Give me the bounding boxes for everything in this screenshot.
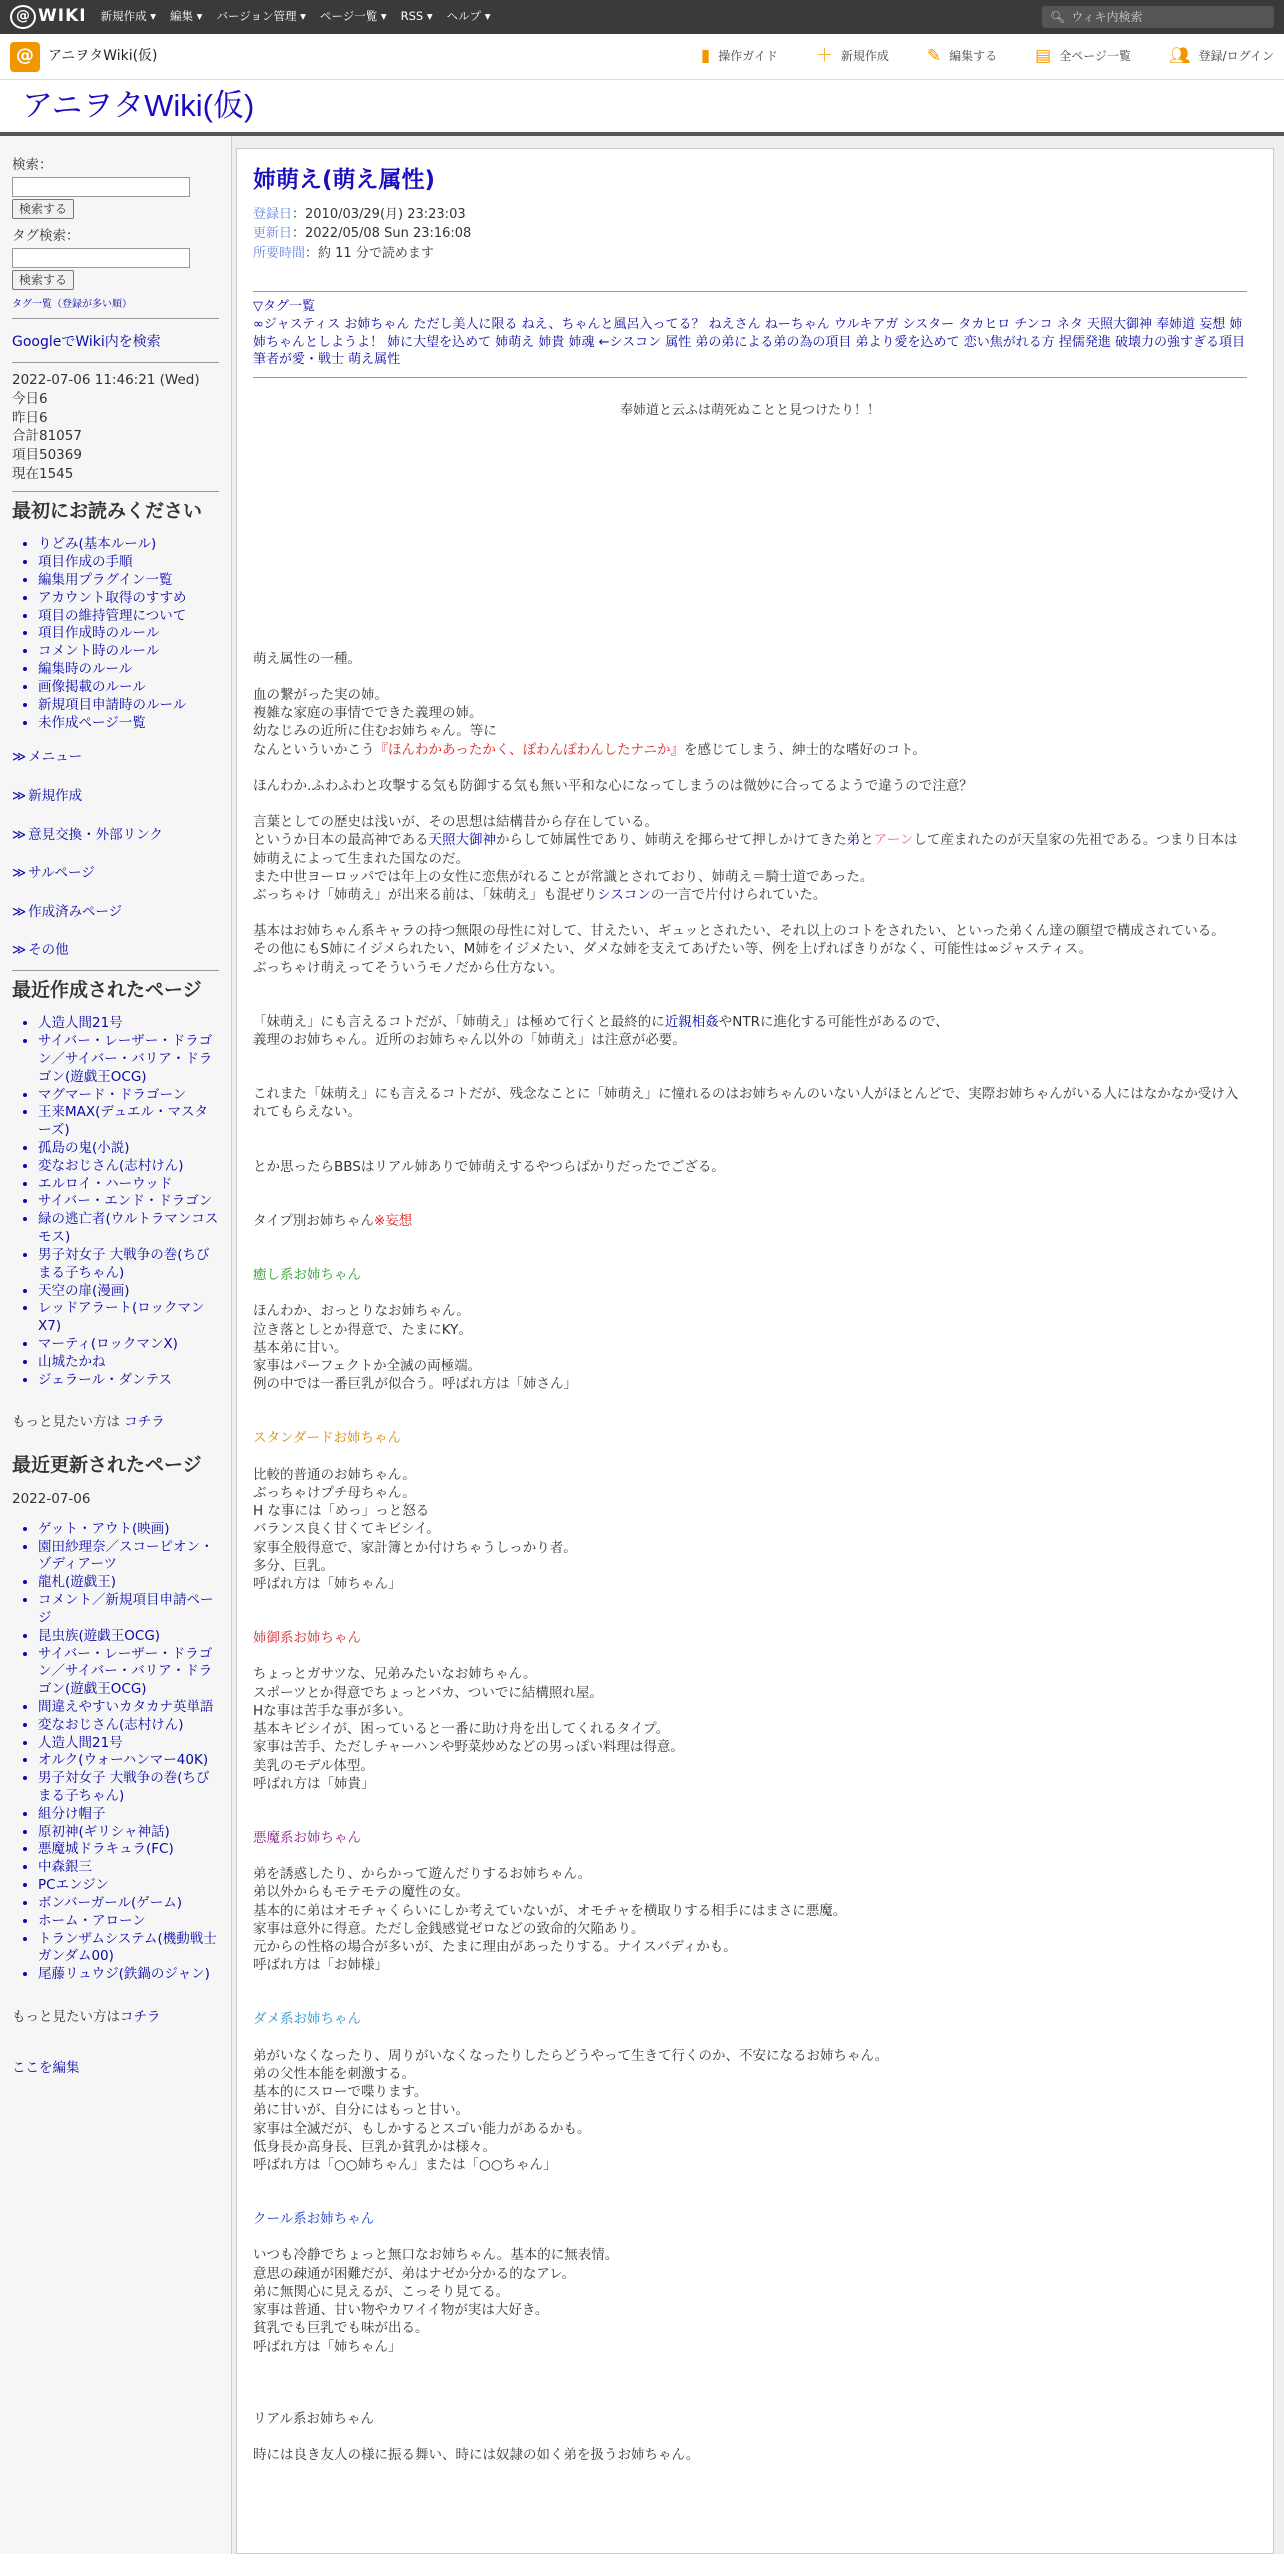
header-actions — [701, 45, 1274, 68]
list-item[interactable]: • 編集時のルール — [38, 661, 219, 679]
paragraph: なんといういかこう『ほんわかあったかく、ぽわんぽわんしたナニか』を感じてしまう、紳士的な嗜好のコト。 — [253, 741, 926, 758]
list-item[interactable]: • 変なおじさん(志村けん) — [38, 1717, 219, 1735]
paragraph: Hな事は苦手な事が多い。 — [253, 1702, 412, 1719]
paragraph: 義理のお姉ちゃん。近所のお姉ちゃん以外の「姉萌え」は注意が必要。 — [253, 1032, 686, 1049]
updated-date: ：2022/05/08 Sun 23:16:08 — [292, 226, 472, 242]
paragraph: 貧乳でも巨乳でも味が出る。 — [253, 2320, 429, 2337]
paragraph: 低身長か高身長、巨乳か貧乳かは様々。 — [253, 2138, 496, 2155]
paragraph: 弟がいなくなったり、周りがいなくなったりしたらどうやって生きて行くのか、不安になるお姉ちゃん。 — [253, 2047, 889, 2064]
list-item[interactable]: • コメント時のルール — [38, 643, 219, 661]
paragraph: 家事は全滅だが、もしかするとスゴい能力があるかも。 — [253, 2120, 591, 2137]
list-item[interactable]: • サイバー・エンド・ドラゴン — [38, 1193, 219, 1211]
paragraph: 泣き落としとか得意で、たまにKY。 — [253, 1321, 472, 1338]
search-label: 検索： — [12, 157, 53, 173]
paragraph: ぶっちゃけ萌えってそういうモノだから仕方ない。 — [253, 959, 564, 976]
paragraph: 基本的に弟はオモチャくらいにしか考えていないが、オモチャを横取りする相手にはまさに悪魔。 — [253, 1902, 847, 1919]
list-item[interactable]: • 編集用プラグイン一覧 — [38, 572, 219, 590]
list-item[interactable]: • 昆虫族(遊戯王OCG) — [38, 1628, 219, 1646]
list-item[interactable]: • りどみ(基本ルール) — [38, 536, 219, 554]
paragraph: 家事はパーフェクトか全滅の両極端。 — [253, 1358, 482, 1374]
access-stats — [12, 371, 219, 483]
guide-button[interactable]: ▮ 操作ガイド — [701, 45, 778, 68]
paragraph: 呼ばれ方は「○○姉ちゃん」または「○○ちゃん」 — [253, 2157, 557, 2173]
article-body — [253, 650, 1247, 2464]
fold-created[interactable]: ≫ 作成済みページ — [12, 903, 123, 920]
page-meta — [253, 205, 1247, 264]
menu-edit[interactable]: 編集 ▾ — [170, 9, 203, 24]
site-header — [0, 34, 1284, 80]
menu-version[interactable]: バージョン管理 ▾ — [216, 9, 306, 24]
paragraph: ちょっとガサツな、兄弟みたいなお姉ちゃん。 — [253, 1666, 537, 1683]
list-item[interactable]: • 画像掲載のルール — [38, 679, 219, 697]
paragraph: 言葉としての歴史は浅いが、その思想は結構昔から存在している。 — [253, 814, 658, 831]
paragraph: 複雑な家庭の事情でできた義理の姉。 — [253, 705, 483, 722]
login-button[interactable]: 👥︎ 登録/ログイン — [1169, 45, 1274, 68]
registered-label: 登録日 — [253, 206, 293, 222]
double-chevron-icon: ≫ — [12, 749, 27, 766]
pencil-icon: ✎ — [926, 45, 942, 66]
sidebar-search-button[interactable]: 検索する — [12, 199, 74, 220]
tag-box — [253, 291, 1247, 378]
list-item[interactable]: • マーティ(ロックマンX) — [38, 1336, 219, 1354]
paragraph: 呼ばれ方は「姉ちゃん」 — [253, 1575, 402, 1592]
stat-today: 今日6 — [12, 391, 48, 408]
list-item[interactable]: • 項目の維持管理について — [38, 608, 219, 626]
list-item[interactable]: • 天空の扉(漫画) — [38, 1283, 219, 1301]
list-item[interactable]: • ジェラール・ダンテス — [38, 1372, 219, 1390]
paragraph: 弟に甘いが、自分にはもっと甘い。 — [253, 2102, 469, 2119]
wiki-search-input[interactable]: 🔍︎ ウィキ内検索 — [1042, 6, 1274, 28]
paragraph: 美乳のモデル体型。 — [253, 1757, 374, 1774]
first-read-heading: 最初にお読みください — [12, 500, 203, 523]
site-icon[interactable]: @ — [10, 42, 40, 72]
list-item[interactable]: • 悪魔城ドラキュラ(FC) — [38, 1841, 219, 1859]
more-updated: もっと見たい方はコチラ — [12, 2008, 161, 2025]
at-logo-icon: @ — [10, 5, 36, 29]
list-item[interactable]: • 未作成ページ一覧 — [38, 715, 219, 733]
paragraph: 血の繋がった実の姉。 — [253, 686, 388, 703]
more-created-link[interactable]: コチラ — [124, 1414, 165, 1431]
page-title[interactable]: 姉萌え(萌え属性) — [253, 167, 436, 193]
registered-date: ：2010/03/29(月) 23:23:03 — [292, 206, 466, 222]
type-heading: ダメ系お姉ちゃん — [253, 2011, 361, 2028]
paragraph: 呼ばれ方は「姉貴」 — [253, 1775, 375, 1792]
list-item[interactable]: • 山城たかね — [38, 1354, 219, 1372]
document-icon: ▤ — [1035, 45, 1052, 66]
paragraph: とか思ったらBBSはリアル姉ありで姉萌えするやつらばかりだったでござる。 — [253, 1158, 725, 1175]
tag-toggle[interactable]: ▽タグ一覧 — [253, 299, 315, 315]
double-chevron-icon: ≫ — [12, 826, 27, 843]
menu-new[interactable]: 新規作成 ▾ — [100, 9, 157, 24]
list-item[interactable]: • 人造人間21号 — [38, 1015, 219, 1033]
paragraph: 「妹萌え」にも言えるコトだが、「姉萌え」は極めて行くと最終的に近親相姦やNTRに進化する可能性があるので、 — [253, 1013, 949, 1030]
list-item[interactable]: • 緑の逃亡者(ウルトラマンコスモス) — [38, 1211, 219, 1247]
quote: 奉姉道と云ふは萌死ぬことと見つけたり！！ — [619, 402, 880, 418]
paragraph: 基本的にスローで喋ります。 — [253, 2084, 428, 2101]
user-add-icon: 👥︎ — [1168, 45, 1191, 66]
type-heading: 癒し系お姉ちゃん — [253, 1267, 361, 1284]
divider — [12, 491, 219, 492]
stat-items: 項目50369 — [12, 446, 82, 463]
incest-link[interactable]: 近親相姦 — [664, 1013, 719, 1030]
divider — [12, 970, 219, 971]
paragraph: H な事には「めっ」っと怒る — [253, 1503, 430, 1520]
divider — [12, 362, 219, 363]
list-item[interactable]: • 中森銀三 — [38, 1859, 219, 1877]
list-item[interactable]: • 新規項目申請時のルール — [38, 697, 219, 715]
paragraph: 意思の疎通が困難だが、弟はナゼか分かる的なアレ。 — [253, 2265, 576, 2282]
paragraph: 呼ばれ方は「姉ちゃん」 — [253, 2338, 402, 2355]
fold-new[interactable]: ≫ 新規作成 — [12, 787, 83, 804]
type-heading: 悪魔系お姉ちゃん — [253, 1829, 361, 1846]
more-updated-link[interactable]: コチラ — [120, 2008, 161, 2025]
list-item[interactable]: • マグマード・ドラゴーン — [38, 1087, 219, 1105]
paragraph: 比較的普通のお姉ちゃん。 — [253, 1466, 416, 1483]
recent-created-heading: 最近作成されたページ — [12, 979, 202, 1002]
menu-help[interactable]: ヘルプ ▾ — [446, 9, 491, 24]
list-item[interactable]: • ホーム・アローン — [38, 1913, 219, 1931]
top-bar — [0, 0, 1284, 34]
paragraph: 元からの性格の場合が多いが、たまに理由があったりする。ナイスバディかも。 — [253, 1939, 737, 1956]
guide-icon: ▮ — [700, 45, 711, 66]
double-chevron-icon: ≫ — [12, 787, 27, 804]
paragraph: 弟以外からもモテモテの魔性の女。 — [253, 1884, 469, 1901]
paragraph: その他にもS姉にイジメられたい、M姉をイジメたい、ダメな姉を支えてあげたい等、例を上げればきりがなく、可能性は∞ジャスティス。 — [253, 941, 1093, 958]
main-wrap — [232, 136, 1284, 2554]
amaterasu-link[interactable]: 天照大御神 — [428, 832, 496, 849]
paragraph: バランス良く甘くてキビシイ。 — [253, 1521, 440, 1538]
list-item[interactable]: • 龍札(遊戯王) — [38, 1574, 219, 1592]
paragraph: 家事は意外に得意。ただし金銭感覚ゼロなどの致命的欠陥あり。 — [253, 1920, 645, 1937]
highlight-text: アーン — [873, 832, 914, 849]
new-page-button[interactable]: ＋ 新規作成 — [816, 45, 889, 68]
double-chevron-icon: ≫ — [12, 942, 27, 959]
fold-menu[interactable]: ≫ メニュー — [12, 749, 83, 766]
list-item[interactable]: • サイバー・レーザー・ドラゴン／サイバー・バリア・ドラゴン(遊戯王OCG) — [38, 1646, 219, 1699]
search-icon: 🔍︎ — [1050, 9, 1066, 24]
tag-search-input[interactable] — [12, 248, 190, 268]
list-item[interactable]: • アカウント取得のすすめ — [38, 590, 219, 608]
list-item[interactable]: • エルロイ・ハーウッド — [38, 1176, 219, 1194]
sidebar — [0, 136, 232, 2554]
paragraph: 基本弟に甘い。 — [253, 1339, 348, 1356]
recent-updated-heading: 最近更新されたページ — [12, 1454, 202, 1477]
list-item[interactable]: • 組分け帽子 — [38, 1806, 219, 1824]
edit-button[interactable]: ✎ 編集する — [927, 45, 997, 68]
google-search-link[interactable]: GoogleでWiki内を検索 — [12, 334, 161, 351]
siscon-link[interactable]: シスコン — [597, 886, 651, 903]
fold-opinion[interactable]: ≫ 意見交換・外部リンク — [12, 826, 163, 843]
list-item[interactable]: • 男子対女子 大戦争の巻(ちびまる子ちゃん) — [38, 1247, 219, 1283]
more-created: もっと見たい方は コチラ — [12, 1414, 165, 1431]
paragraph: 家事全般得意で、家計簿とか付けちゃうしっかり者。 — [253, 1539, 577, 1556]
list-item[interactable]: • 園田紗理奈／スコーピオン・ゾディアーツ — [38, 1539, 219, 1575]
menu-rss[interactable]: RSS ▾ — [400, 9, 433, 24]
paragraph: 時には良き友人の様に振る舞い、時には奴隷の如く弟を扱うお姉ちゃん。 — [253, 2446, 700, 2463]
double-chevron-icon: ≫ — [12, 903, 27, 920]
type-heading: スタンダードお姉ちゃん — [253, 1430, 401, 1447]
type-heading: リアル系お姉ちゃん — [253, 2410, 374, 2427]
list-item[interactable]: • PCエンジン — [38, 1877, 219, 1895]
paragraph: ほんわか.ふわふわと攻撃する気も防御する気も無い平和な心になってしまうのは微妙に合ってるようで違うので注意？ — [253, 777, 973, 794]
all-pages-button[interactable]: ▤ 全ページ一覧 — [1035, 45, 1131, 68]
paragraph: 例の中では一番巨乳が似合う。呼ばれ方は「姉さん」 — [253, 1376, 577, 1393]
paragraph: スポーツとか得意でちょっとバカ、ついでに結構照れ屋。 — [253, 1684, 603, 1701]
stat-yesterday: 昨日6 — [12, 409, 48, 426]
list-item[interactable]: • 項目作成時のルール — [38, 625, 219, 643]
list-item[interactable]: • サイバー・レーザー・ドラゴン／サイバー・バリア・ドラゴン(遊戯王OCG) — [38, 1033, 219, 1086]
list-item[interactable]: • 変なおじさん(志村けん) — [38, 1158, 219, 1176]
list-item[interactable]: • 孤島の鬼(小説) — [38, 1140, 219, 1158]
paragraph: 弟に無関心に見えるが、こっそり見てる。 — [253, 2283, 510, 2300]
reading-time-label: 所要時間 — [253, 245, 306, 261]
site-title[interactable]: アニヲタWiki(仮) — [22, 87, 255, 123]
double-chevron-icon: ≫ — [12, 865, 27, 882]
list-item[interactable]: • トランザムシステム(機動戦士ガンダム00) — [38, 1931, 219, 1967]
divider — [12, 318, 219, 319]
stat-datetime: 2022-07-06 11:46:21 (Wed) — [12, 372, 200, 389]
list-item[interactable]: • ボンバーガール(ゲーム) — [38, 1895, 219, 1913]
paragraph: 基本はお姉ちゃん系キャラの持つ無限の母性に対して、甘えたい、ギュッとされたい、それ以上のコトをされたい、といった弟くん達の願望で構成されている。 — [253, 923, 1225, 940]
paragraph: ほんわか、おっとりなお姉ちゃん。 — [253, 1303, 470, 1320]
wiki-logo[interactable]: @ WIKI — [10, 5, 87, 29]
list-item[interactable]: • ゲット・アウト(映画) — [38, 1521, 219, 1539]
paragraph: 弟を誘惑したり、からかって遊んだりするお姉ちゃん。 — [253, 1866, 592, 1883]
list-item[interactable]: • 男子対女子 大戦争の巻(ちびまる子ちゃん) — [38, 1770, 219, 1806]
tag-list[interactable]: ∞ジャスティス お姉ちゃん ただし美人に限る ねえ、ちゃんと風呂入ってる？ ねえさん ねーちゃん ウルキアガ シスター タカヒロ チンコ ネタ 天照大御神 奉姉道 妄想 姉 姉ちゃんとしようよ！ 姉に大望を込めて 姉萌え 姉貴 姉魂 ←シスコン 属性 弟の弟による弟の為の項目 弟より愛を込めて 恋い焦がれる方 捏儒発進 破壊力の強すぎる項目 筆者が愛・戦士 萌え属性 — [253, 317, 1245, 368]
paragraph: というか日本の最高神である天照大御神からして姉属性であり、姉萌えを揶らせて押しかけてきた弟とアーンして産まれたのが天皇家の先祖である。つまり日本は姉萌えによって生まれた国なのだ。 — [253, 832, 1238, 867]
article — [236, 148, 1274, 2554]
paragraph: 弟の父性本能を刺激する。 — [253, 2065, 415, 2082]
fold-sal[interactable]: ≫ サルページ — [12, 865, 95, 882]
paragraph: 呼ばれ方は「お姉様」 — [253, 1957, 388, 1974]
type-heading: 姉御系お姉ちゃん — [253, 1630, 361, 1647]
list-item[interactable]: • 尾藤リュウジ(鉄鍋のジャン) — [38, 1966, 219, 1984]
paragraph: タイプ別お姉ちゃん※妄想 — [253, 1212, 413, 1229]
edit-sidebar-link[interactable]: ここを編集 — [12, 2059, 80, 2076]
tag-search-button[interactable]: 検索する — [12, 270, 74, 291]
paragraph: また中世ヨーロッパでは年上の女性に恋焦がれることが常識とされており、姉萌え＝騎士道であった。 — [253, 868, 874, 885]
paragraph: 家事は苦手、ただしチャーハンや野菜炒めなどの男っぽい料理は得意。 — [253, 1739, 684, 1756]
site-name[interactable]: アニヲタWiki(仮) — [48, 47, 158, 64]
recent-updated-list — [12, 1521, 219, 1984]
highlight-text: ※妄想 — [373, 1212, 413, 1229]
plus-icon: ＋ — [815, 45, 833, 66]
recent-updated-date: 2022-07-06 — [12, 1491, 91, 1508]
list-item[interactable]: • コメント／新規項目申請ページ — [38, 1592, 219, 1628]
brother-link[interactable]: 弟 — [846, 832, 861, 849]
paragraph: これまた「妹萌え」にも言えるコトだが、残念なことに「姉萌え」に憧れるのはお姉ちゃんのいない人がほとんどで、実際お姉ちゃんがいる人にはなかなか受け入れてもらえない。 — [253, 1086, 1239, 1121]
menu-pages[interactable]: ページ一覧 ▾ — [319, 9, 387, 24]
top-menu — [101, 9, 491, 25]
paragraph: いつも冷静でちょっと無口なお姉ちゃん。基本的に無表情。 — [253, 2247, 619, 2264]
list-item[interactable]: • 項目作成の手順 — [38, 554, 219, 572]
list-item[interactable]: • 間違えやすいカタカナ英単語 — [38, 1699, 219, 1717]
paragraph: 幼なじみの近所に住むお姉ちゃん。等に — [253, 723, 497, 740]
first-read-list — [12, 536, 219, 732]
list-item[interactable]: • 王来MAX(デュエル・マスターズ) — [38, 1104, 219, 1140]
paragraph: ぶっちゃけプチ母ちゃん。 — [253, 1484, 416, 1501]
paragraph: 家事は普通、甘い物やカワイイ物が実は大好き。 — [253, 2302, 549, 2319]
stat-total: 合計81057 — [12, 428, 82, 445]
list-item[interactable]: • 原初神(ギリシャ神話) — [38, 1824, 219, 1842]
list-item[interactable]: • 人造人間21号 — [38, 1735, 219, 1753]
type-heading: クール系お姉ちゃん — [253, 2211, 375, 2228]
paragraph: 萌え属性の一種。 — [253, 650, 361, 667]
updated-label: 更新日 — [253, 226, 293, 242]
reading-time: ：約 11 分で読めます — [305, 245, 434, 261]
list-item[interactable]: • オルク(ウォーハンマー40K) — [38, 1752, 219, 1770]
site-title-band — [0, 80, 1284, 136]
paragraph: ぶっちゃけ「姉萌え」が出来る前は、「妹萌え」も混ぜりシスコンの一言で片付けられていた。 — [253, 886, 827, 903]
fold-other[interactable]: ≫ その他 — [12, 942, 69, 959]
paragraph: 基本キビシイが、困っていると一番に助け舟を出してくれるタイプ。 — [253, 1721, 670, 1738]
list-item[interactable]: • レッドアラート(ロックマンX7) — [38, 1300, 219, 1336]
sidebar-search-input[interactable] — [12, 177, 190, 197]
paragraph: 多分、巨乳。 — [253, 1557, 334, 1574]
stat-current: 現在1545 — [12, 465, 74, 482]
tag-list-link[interactable]: タグ一覧（登録が多い順） — [12, 299, 132, 311]
recent-created-list — [12, 1015, 219, 1389]
highlight-text: 『ほんわかあったかく、ぽわんぽわんしたナニか』 — [374, 741, 685, 758]
tag-search-label: タグ検索： — [12, 228, 80, 245]
